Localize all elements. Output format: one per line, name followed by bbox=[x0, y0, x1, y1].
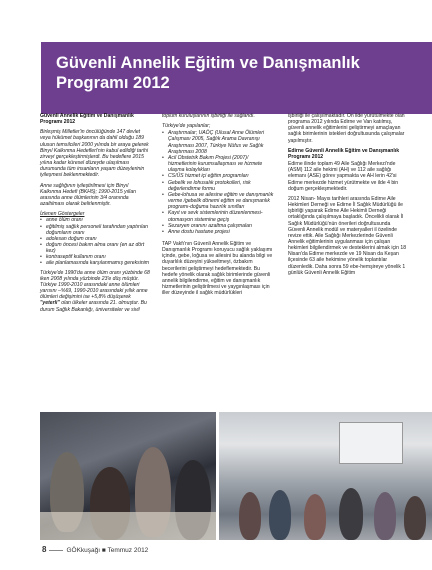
list-item: • Gebelik ve lohusalık protokolleri, risk değerlendirme formu bbox=[168, 180, 274, 192]
col1-paragraph-2: Anne sağlığının iyileştirilmesi için Binyıl Kalkınma Hedefi (BKH5); 1990-2015 yılları arasında anne ölümlerinin 3/4 oranında azaltılması olarak belirlenmiştir. bbox=[40, 182, 137, 208]
col2-paragraph-3: TAP Vakfı'nın Güvenli Annelik Eğitim ve Danışmanlık Programı koruyucu sağlık yaklaşımı içinde, gebe, loğusa ve ailesini bu alanda bilgi ve duyarlılık düzeyini yükseltmeyi, özbakım becerilerini geliştirmeyi hedeflemektedir. Bu hedefe yönelik olarak sağlık birimlerinde güvenli annelik bilgilendirme, eğitim ve danışmanlık hizmetlerinin geliştirilmesi ve yaygınlaşması için iller düzeyinde il sağlık müdürlükleri bbox=[162, 240, 273, 297]
training-photo-right bbox=[219, 412, 432, 540]
col3-heading: Edirne Güvenli Annelik Eğitim ve Danışmanlık Programı 2012 bbox=[288, 147, 400, 160]
training-photo-left bbox=[40, 412, 216, 540]
list-item: • Acil Obstetrik Bakım Projesi (2007)/ hizmetlerinin kurumsallaşması ve hizmete ulaşma kolaylıkları bbox=[168, 155, 274, 173]
list-item: • Kayıt ve sevk sistemlerinin düzenlenmesi-otomasyon sistemine geçiş bbox=[168, 210, 274, 222]
column-3 bbox=[288, 113, 408, 280]
col2-paragraph-2: Türkiye'de yapılanlar; bbox=[162, 123, 211, 130]
col3-paragraph-2: Edirne ilinde toplam 49 Aile Sağlığı Merkezi'nde (ASM) 112 aile hekimi (AH) ve 112 aile sağlığı elemanı (ASE) görev yapmakta ve AH lerin 42'si Edirne merkezde hizmet yürütmekte ve ilde 4 bin doğum gerçekleşmektedir. bbox=[288, 161, 399, 192]
list-item: • Anne dostu hastane projesi bbox=[168, 229, 274, 235]
col1-p3-emphasis: "yeterli" bbox=[40, 300, 60, 307]
col1-p3c: olan ülkeler arasında 21. olmuştur. Bu durum Sağlık Bakanlığı, üniversiteler ve sivil bbox=[40, 300, 147, 313]
issue-label: GÖKkuşağı ■ Temmuz 2012 bbox=[66, 547, 149, 554]
list-item: • anne ölüm oranı bbox=[46, 217, 150, 223]
col2-paragraph-1: toplum kuruluşlarının işbirliği ile sağlandı. bbox=[162, 113, 255, 119]
page-number: 8 bbox=[42, 545, 47, 554]
col1-intro: Birleşmiş Milletler'in öncülüğünde 147 devlet veya hükümet başkanının da dahil olduğu 189 ulusun temsilcileri 2000 yılında bir araya gelerek Binyıl Kalkınma Hedefleri'nin kabul edildiği tarihi zirveyi gerçekleştirmişlerdi. Bu hedeflere 2015 yılına kadar küresel düzeyde ulaşılması durumunda tüm insanların yaşam düzeylerinin iyileşmesi beklenmektedir. bbox=[40, 129, 149, 179]
list-item: • eğitilmiş sağlık personeli tarafından yaptırılan doğumların oranı bbox=[46, 224, 150, 236]
col1-heading: Güvenli Annelik Eğitim ve Danışmanlık Programı 2012 bbox=[40, 113, 134, 126]
indicator-list bbox=[40, 217, 150, 266]
list-item: • Gebe-lohusa ve ailesine eğitim ve danışmanlık verme /gebelik dönemi eğitim ve danışmanlık programı-doğuma hazırlık sınıfları bbox=[168, 192, 274, 210]
activities-list bbox=[162, 130, 274, 235]
list-item: • aile planlamasında karşılanmamış gereksinim bbox=[46, 260, 150, 266]
col3-paragraph-1: işbirliği ile çalışılmaktadır. On ilde yürütülmekte olan programa 2012 yılında Edirne ve Van katılmış, güvenli annelik eğitimlerini geliştirmeyi amaçlayan sağlık birimlerinin istekleri doğrultusunda çalışmalar yapılmıştır. bbox=[288, 113, 405, 144]
list-item: • doğum öncesi bakım alma oranı (en az dört kez) bbox=[46, 242, 150, 254]
col3-paragraph-3: 2012 Nisan- Mayıs tarihleri arasında Edirne Aile Hekimleri Derneği ve Edirne İl Sağlık Müdürlüğü ile işbirliği yaparak Edirne Aile Hekimli Derneği ortaklığında çalışılmaya başladık. Öncelikli olarak İl Sağlık Müdürlüğü'nün önerileri doğrultusunda Güvenli Annelik modül ve materyalleri il özelinde revize ettik. Aile Sağlığı Merkezlerinde Güvenli Annelik eğitimlerinin uygulanması için çalışan hekimleri bilgilendirmek ve desteklerini almak için 18 Nisan'da Edirne merkezde ve 19 Nisan da Keşan ilçesinde 63 aile hekimine yönelik toplantılar düzenledik. Daha sonra 59 ebe-hemşireye yönelik 1 günlük Güvenli Annelik Eğitim bbox=[288, 195, 407, 276]
col1-p3a: Türkiye'de 1990'da anne ölüm oranı yüzbinde 68 iken 2008 yılında yüzbinde 23'e düş müştür. Türkiye 1990-2010 arasındaki anne ölümleri yarısını –%69, 1990-2010 arasındaki yıllık anne ölümleri değişimini ise +5,8% düşüşerek bbox=[40, 269, 150, 301]
title-banner bbox=[41, 42, 432, 114]
list-item: • CS/ÜS hizmet içi eğitim programları bbox=[168, 173, 274, 179]
page-footer bbox=[42, 545, 148, 554]
list-item: • Sezaryen oranını azaltma çalışmaları bbox=[168, 223, 274, 229]
list-item: • Araştırmalar; UAÖÇ (Ulusal Anne Ölümleri Çalışması 2005, Sağlık Arama Davranışı Araştırması 2007, Türkiye Nüfus ve Sağlık Araştırması 2008 bbox=[168, 130, 274, 155]
column-2 bbox=[162, 113, 274, 300]
footer-rule bbox=[49, 550, 63, 551]
list-item: • adolesan doğum oranı bbox=[46, 236, 150, 242]
col1-paragraph-3 bbox=[40, 270, 150, 313]
column-1 bbox=[40, 113, 150, 317]
list-item: • kontraseptif kullanım oranı bbox=[46, 254, 150, 260]
indicators-subheading: İzlenen Göstergeler bbox=[40, 211, 85, 218]
page-title: Güvenli Annelik Eğitim ve Danışmanlık Programı 2012 bbox=[56, 54, 360, 92]
